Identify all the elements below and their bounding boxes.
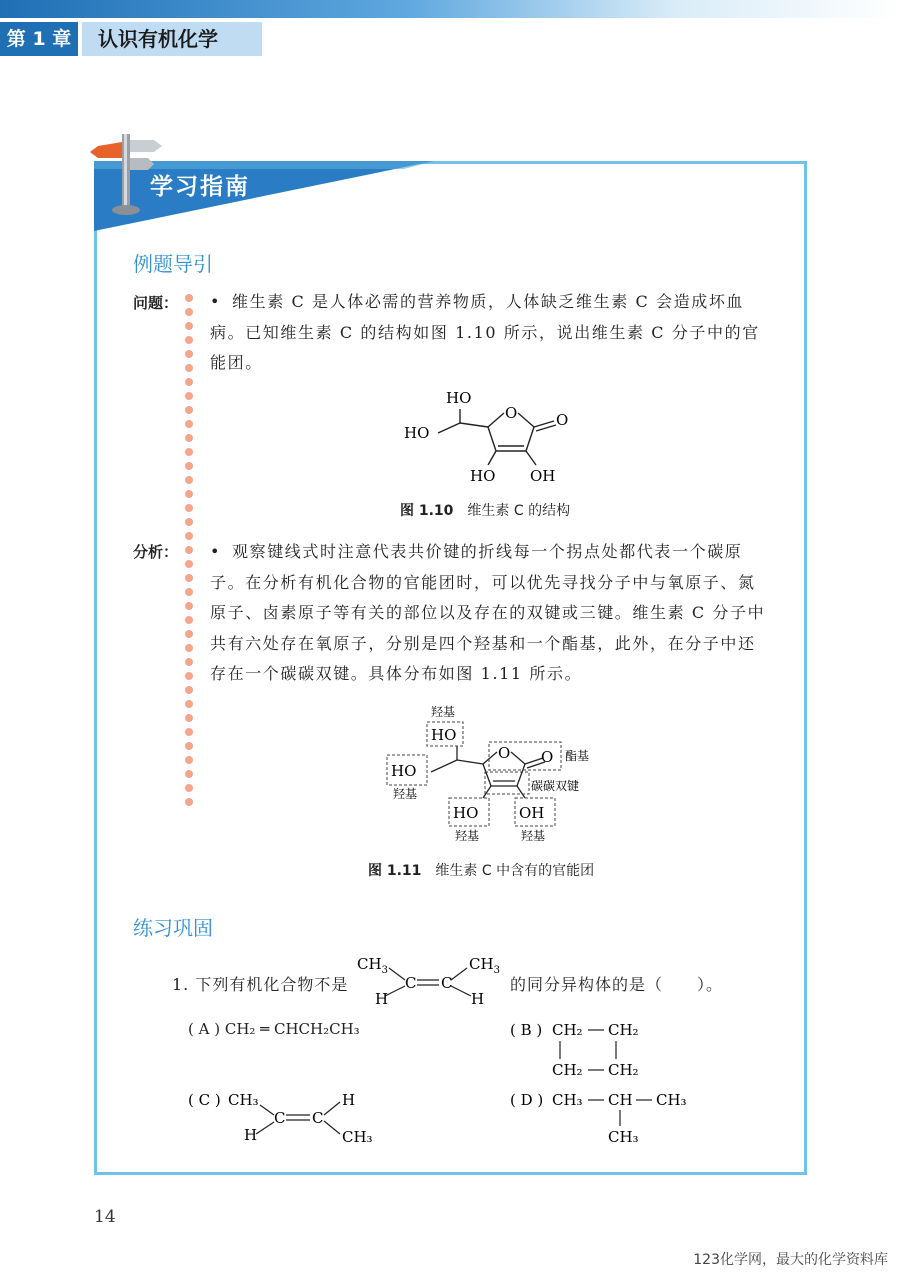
option-b-ch2-3: CH₂	[552, 1061, 583, 1079]
option-d-ch3-left: CH₃	[552, 1091, 583, 1109]
fig2-label-hydroxyl-br: 羟基	[521, 829, 546, 843]
question-paragraph: • 维生素 C 是人体必需的营养物质，人体缺乏维生素 C 会造成坏血病。已知维生素 C 的结构如图 1.10 所示，说出维生素 C 分子中的官能团。	[210, 292, 760, 372]
option-d-ch3-right: CH₃	[656, 1091, 687, 1109]
option-c-ch3-right: CH₃	[342, 1128, 373, 1146]
fig2-label-cc-double: 碳碳双键	[531, 779, 580, 793]
analysis-text: 观察键线式时注意代表共价键的折线每一个拐点处都代表一个碳原子。在分析有机化合物的官能团时，可以优先寻找分子中与氧原子、氮原子、卤素原子等有关的部位以及存在的双键或三键。维生素 C 分子中共有六处存在氧原子，分别是四个羟基和一个酯基，此外，在分子中还存在一个碳碳双键。具体分布如图 1.11 所示。	[210, 542, 766, 683]
option-d-label: ( D )	[510, 1091, 544, 1109]
question-1-prefix: 1. 下列有机化合物不是	[172, 975, 349, 994]
fig1-ho-top: HO	[446, 389, 472, 407]
example-section-title: 例题导引	[133, 252, 213, 276]
fig2-label-hydroxyl-top: 羟基	[431, 705, 456, 719]
option-d-ch: CH	[608, 1091, 633, 1109]
option-c-h-left: H	[244, 1126, 258, 1144]
chapter-number: 第 1 章	[0, 22, 78, 56]
q1-c-left: C	[405, 974, 417, 992]
option-b-label: ( B )	[510, 1021, 543, 1039]
fig1-ring-o: O	[505, 404, 518, 422]
q1-ch3-right: $CH_3$	[469, 955, 500, 976]
question-1-structure	[355, 952, 510, 1012]
option-c-ch3-left: CH₃	[228, 1091, 259, 1109]
analysis-paragraph: • 观察键线式时注意代表共价键的折线每一个拐点处都代表一个碳原子。在分析有机化合物的官能团时，可以优先寻找分子中与氧原子、氮原子、卤素原子等有关的部位以及存在的双键或三键。维生素 C 分子中共有六处存在氧原子，分别是四个羟基和一个酯基，此外，在分子中还存在一个碳碳双键。具体分布如图 1.11 所示。	[210, 542, 766, 683]
fig2-label-hydroxyl-left: 羟基	[393, 787, 418, 801]
option-a: ( A ) CH₂ ═ CHCH₂CH₃	[188, 1020, 360, 1038]
option-c-c-left: C	[274, 1109, 286, 1127]
page-number: 14	[94, 1207, 116, 1227]
fig2-oh-bottom: OH	[519, 804, 545, 822]
fig2-title: 维生素 C 中含有的官能团	[435, 863, 595, 879]
option-b-ch2-2: CH₂	[608, 1021, 639, 1039]
fig2-ho-left: HO	[391, 762, 417, 780]
q1-c-right: C	[441, 974, 453, 992]
option-c	[188, 1088, 388, 1153]
vitamin-c-functional-groups	[383, 700, 603, 850]
option-b-ch2-1: CH₂	[552, 1021, 583, 1039]
q1-h-right: H	[471, 990, 485, 1008]
fig1-oh-bottom: OH	[530, 467, 556, 485]
option-c-h-right: H	[342, 1091, 356, 1109]
option-b-ch2-4: CH₂	[608, 1061, 639, 1079]
vitamin-c-structure	[400, 385, 600, 490]
option-b	[510, 1015, 670, 1085]
q1-ch3-left: $CH_3$	[357, 955, 388, 976]
chapter-title: 认识有机化学	[82, 22, 262, 56]
figure-1-11-caption	[368, 860, 594, 880]
option-c-label: ( C )	[188, 1091, 221, 1109]
fig1-number: 图 1.10	[400, 503, 454, 519]
fig2-ho-top: HO	[431, 726, 457, 744]
fig1-title: 维生素 C 的结构	[467, 503, 571, 519]
question-1-suffix: 的同分异构体的是（ ）。	[510, 975, 724, 994]
banner-title: 学习指南	[150, 174, 250, 200]
watermark-text: 123化学网，最大的化学资料库	[693, 1252, 888, 1268]
fig2-number: 图 1.11	[368, 863, 422, 879]
fig1-ho-bottom: HO	[470, 467, 496, 485]
fig2-carbonyl-o: O	[541, 748, 554, 766]
fig2-ho-bottom: HO	[453, 804, 479, 822]
question-label: 问题：	[133, 294, 179, 312]
figure-1-10-caption	[400, 500, 570, 520]
practice-section-title: 练习巩固	[133, 916, 213, 940]
fig2-label-ester: 酯基	[565, 749, 590, 763]
fig2-label-hydroxyl-bl: 羟基	[455, 829, 480, 843]
analysis-label: 分析：	[133, 543, 179, 561]
question-text: 维生素 C 是人体必需的营养物质，人体缺乏维生素 C 会造成坏血病。已知维生素 C 的结构如图 1.10 所示，说出维生素 C 分子中的官能团。	[210, 292, 760, 372]
header-gradient-bar	[0, 0, 900, 18]
fig2-ring-o: O	[498, 744, 511, 762]
option-d-ch3-bottom: CH₃	[608, 1128, 639, 1146]
option-c-c-right: C	[312, 1109, 324, 1127]
q1-h-left: H	[375, 990, 389, 1008]
fig1-carbonyl-o: O	[556, 411, 569, 429]
option-d	[510, 1088, 710, 1148]
dotted-divider	[183, 294, 195, 812]
fig1-ho-left: HO	[404, 424, 430, 442]
